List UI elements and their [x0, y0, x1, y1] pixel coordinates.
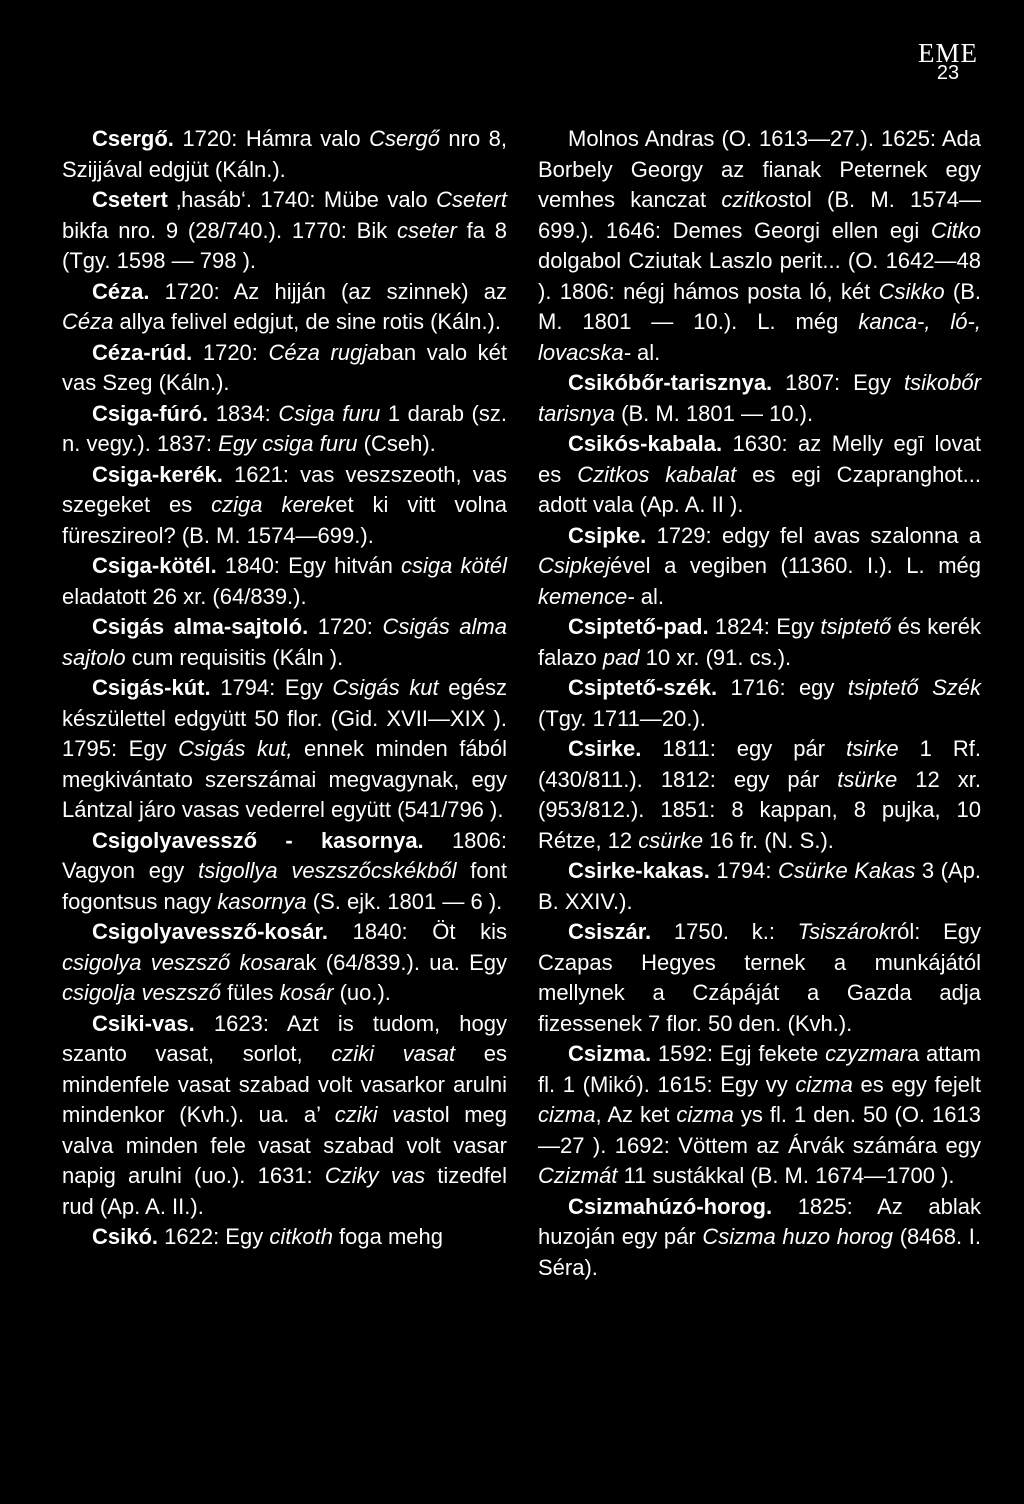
right-column	[538, 124, 981, 1283]
italic-quote: Cziky vas	[324, 1163, 426, 1188]
entry-headword: Csigolyavessző - kasornya.	[92, 827, 424, 853]
dictionary-entry: Csigás-kút. 1794: Egy Csigás kut egész készülettel edgyütt 50 flor. (Gid. XVII—XIX ). 1795: Egy Csigás kut, ennek minden fából megkivántato szerszámai megvagynak, egy Lántzal járo vasas vederrel együtt (541/796 ).	[62, 675, 507, 822]
dictionary-entry: Csikó. 1622: Egy citkoth foga mehg	[92, 1224, 444, 1249]
page-number: 23	[936, 62, 960, 84]
entry-headword: Csikóbőr-tarisznya.	[568, 370, 773, 395]
entry-headword: Csigolyavessző-kosár.	[92, 919, 329, 944]
entry-headword: Csirke.	[568, 736, 642, 761]
entry-headword: Csigás-kút.	[92, 675, 211, 700]
italic-quote: Csetert	[436, 187, 507, 212]
italic-quote: kosár	[279, 980, 334, 1005]
dictionary-entry: Csirke-kakas. 1794: Csürke Kakas 3 (Ap. B. XXIV.).	[538, 858, 981, 914]
italic-quote: czitkos	[721, 187, 789, 212]
dictionary-entry: Céza-rúd. 1720: Céza rugjaban valo két vas Szeg (Káln.).	[62, 339, 508, 395]
entry-headword: Csizmahúzó-horog.	[568, 1193, 773, 1219]
entry-headword: Céza.	[92, 278, 150, 304]
dictionary-entry: Csiga-kötél. 1840: Egy hitván csiga kötél eladatott 26 xr. (64/839.).	[62, 553, 507, 609]
dictionary-entry: Csizma. 1592: Egj fekete czyzmara attam fl. 1 (Mikó). 1615: Egy vy cizma es egy fejelt cizma, Az ket cizma ys fl. 1 den. 50 (O. 1613—27 ). 1692: Vöttem az Árvák számára egy Czizmát 11 sustákkal (B. M. 1674—1700 ).	[538, 1041, 981, 1188]
dictionary-entry: Csiszár. 1750. k.: Tsiszárokról: Egy Czapas Hegyes ternek a munkájától mellynek a Czápáját a Gazda adja fizessenek 7 flor. 50 den. (Kvh.).	[538, 919, 981, 1036]
italic-quote: csiga kötél	[401, 553, 507, 578]
dictionary-entry: Csergő. 1720: Hámra valo Csergő nro 8, Szijjával edgjüt (Káln.).	[62, 126, 508, 182]
dictionary-entry: Csikóbőr-tarisznya. 1807: Egy tsikobőr tarisnya (B. M. 1801 — 10.).	[538, 370, 981, 426]
italic-quote: Csiga furu	[278, 400, 381, 426]
italic-quote: Tsiszárok	[797, 919, 890, 944]
italic-quote: cziki vas	[334, 1102, 427, 1127]
entry-headword: Csirke-kakas.	[568, 858, 710, 883]
dictionary-entry: Csiptető-pad. 1824: Egy tsiptető és kerék falazo pad 10 xr. (91. cs.).	[538, 614, 981, 670]
italic-quote: cziki vasat	[331, 1041, 456, 1066]
entry-headword: Csikós-kabala.	[568, 431, 723, 456]
eme-logo: EME	[918, 38, 978, 68]
italic-quote: Csikko	[878, 278, 945, 304]
italic-quote: tsikobőr tarisnya	[538, 370, 981, 426]
italic-quote: Csürke Kakas	[778, 858, 916, 883]
entry-headword: Csiptető-szék.	[568, 675, 718, 700]
entry-headword: Csipke.	[568, 522, 647, 548]
italic-quote: Czitkos kabalat	[577, 461, 737, 487]
italic-quote: csigolja veszsző	[62, 980, 221, 1005]
dictionary-entry: Molnos Andras (O. 1613—27.). 1625: Ada Borbely Georgy az fianak Peternek egy vemhes kanczat czitkostol (B. M. 1574—699.). 1646: Demes Georgi ellen egi Citko dolgabol Cziutak Laszlo perit... (O. 1642—48 ). 1806: négj hámos posta ló, két Csikko (B. M. 1801 — 10.). L. még kanca-, ló-, lovacska- al.	[538, 126, 981, 365]
italic-quote: tsirke	[846, 736, 899, 761]
italic-quote: Csizma huzo horog	[702, 1224, 894, 1249]
dictionary-entry: Csigolyavessző - kasornya. 1806: Vagyon egy tsigollya veszszőcskékből font fogontsus nagy kasornya (S. ejk. 1801 — 6 ).	[62, 827, 507, 914]
dictionary-entry: Csigás alma-sajtoló. 1720: Csigás alma sajtolo cum requisitis (Káln ).	[62, 614, 507, 670]
left-column	[62, 124, 507, 1253]
italic-quote: cseter	[396, 217, 457, 243]
entry-headword: Céza-rúd.	[92, 339, 193, 365]
dictionary-entry: Csikós-kabala. 1630: az Melly egī lovat es Czitkos kabalat es egi Czapranghot... adott vala (Ap. A. II ).	[538, 431, 981, 517]
italic-quote: Czizmát	[538, 1163, 618, 1188]
dictionary-entry: Csigolyavessző-kosár. 1840: Öt kis csigolya veszsző kosarak (64/839.). ua. Egy csigolja veszsző füles kosár (uo.).	[62, 919, 507, 1005]
dictionary-entry: Csizmahúzó-horog. 1825: Az ablak huzoján egy pár Csizma huzo horog (8468. I. Séra).	[538, 1193, 981, 1280]
dictionary-entry: Csiga-fúró. 1834: Csiga furu 1 darab (sz. n. vegy.). 1837: Egy csiga furu (Cseh).	[62, 400, 507, 456]
italic-quote: Egy csiga furu	[218, 431, 358, 456]
entry-headword: Csiga-fúró.	[92, 400, 209, 426]
italic-quote: Céza rugja	[268, 339, 380, 365]
entry-headword: Csetert	[92, 187, 168, 212]
italic-quote: tsürke	[837, 766, 898, 792]
entry-headword: Csiszár.	[568, 919, 652, 944]
italic-quote: czyzmar	[825, 1041, 907, 1066]
italic-quote: cizma	[676, 1102, 734, 1127]
dictionary-entry: Csirke. 1811: egy pár tsirke 1 Rf. (430/811.). 1812: egy pár tsürke 12 xr. (953/812.). 1851: 8 kappan, 8 pujka, 10 Rétze, 12 csürke 16 fr. (N. S.).	[538, 736, 982, 853]
italic-quote: tsiptető	[820, 614, 892, 639]
italic-quote: tsigollya veszszőcskékből	[198, 858, 457, 883]
dictionary-entry: Csetert ‚hasáb‘. 1740: Mübe valo Csetert bikfa nro. 9 (28/740.). 1770: Bik cseter fa 8 (Tgy. 1598 — 798 ).	[62, 187, 507, 273]
dictionary-entry: Csiga-kerék. 1621: vas veszszeoth, vas szegeket es cziga kereket ki vitt volna füreszireol? (B. M. 1574—699.).	[62, 461, 507, 548]
entry-headword: Csiptető-pad.	[568, 614, 709, 639]
italic-quote: kasornya	[217, 888, 307, 914]
entry-headword: Csigás alma-sajtoló.	[92, 614, 309, 639]
dictionary-entry: Céza. 1720: Az hijján (az szinnek) az Céza allya felivel edgjut, de sine rotis (Káln.).	[62, 278, 507, 334]
italic-quote: cizma	[538, 1102, 596, 1127]
entry-headword: Csikó.	[92, 1224, 159, 1249]
entry-headword: Csiki-vas.	[92, 1010, 195, 1036]
italic-quote: tsiptető Szék	[847, 675, 981, 700]
italic-quote: citkoth	[269, 1224, 333, 1249]
page-header	[918, 40, 978, 83]
italic-quote: cziga kerek	[211, 492, 336, 517]
dictionary-entry: Csiptető-szék. 1716: egy tsiptető Szék (Tgy. 1711—20.).	[538, 675, 981, 731]
italic-quote: Csigás kut	[332, 675, 439, 700]
italic-quote: csürke	[638, 827, 704, 853]
dictionary-entry: Csiki-vas. 1623: Azt is tudom, hogy szanto vasat, sorlot, cziki vasat es mindenfele vasat szabad volt vasarkor arulni mindenkor (Kvh.). ua. a’ cziki vastol meg valva minden fele vasat szabad volt vasar napig arulni (uo.). 1631: Cziky vas tizedfel rud (Ap. A. II.).	[62, 1010, 507, 1219]
italic-quote: csigolya veszsző kosar	[62, 949, 294, 975]
italic-quote: Céza	[62, 309, 114, 334]
italic-quote: Csipkej	[538, 553, 611, 578]
italic-quote: Csergő	[369, 126, 440, 151]
dictionary-entry: Csipke. 1729: edgy fel avas szalonna a Csipkejével a vegiben (11360. I.). L. még kemence- al.	[538, 522, 981, 609]
italic-quote: kanca-, ló-, lovacska-	[538, 309, 981, 365]
italic-quote: pad	[602, 644, 640, 670]
italic-quote: cizma	[795, 1071, 853, 1097]
entry-headword: Csergő.	[92, 126, 174, 151]
italic-quote: Citko	[930, 217, 981, 243]
italic-quote: Csigás kut,	[178, 736, 293, 761]
entry-headword: Csiga-kerék.	[92, 461, 223, 487]
entry-headword: Csizma.	[568, 1041, 652, 1066]
italic-quote: Csigás alma sajtolo	[62, 614, 507, 670]
italic-quote: kemence-	[538, 583, 635, 609]
entry-headword: Csiga-kötél.	[92, 553, 217, 578]
